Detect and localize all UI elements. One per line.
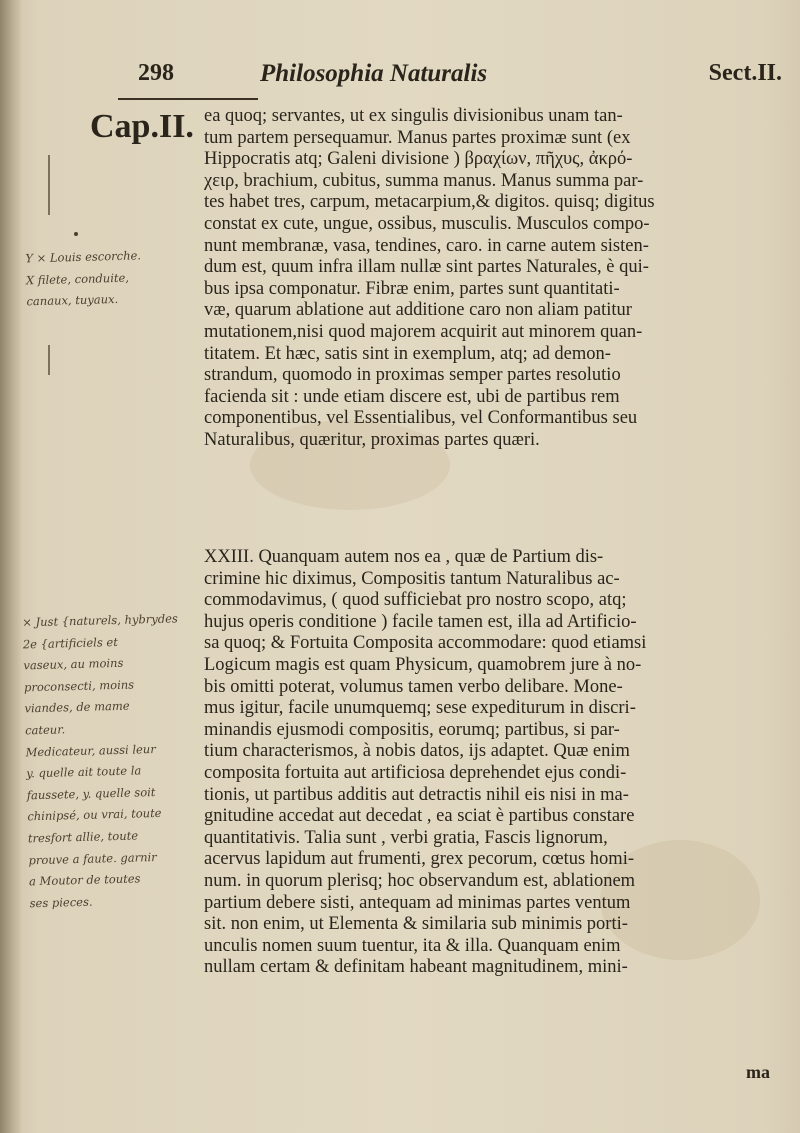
running-title: Philosophia Naturalis	[260, 60, 488, 87]
text-line: Logicum magis est quam Physicum, quamobrem jure à no-	[204, 654, 642, 675]
text-line: commodavimus, ( quod sufficiebat pro nostro scopo, atq;	[204, 590, 627, 611]
chapter-label: Cap.II.	[90, 108, 194, 145]
text-line: gnitudine accedat aut decedat , ea sciat è partibus constare	[204, 806, 635, 827]
catchword: ma	[746, 1062, 770, 1082]
header-rule	[118, 98, 258, 100]
text-line: quantitativis. Talia sunt , verbi gratia, Fascis lignorum,	[204, 827, 608, 848]
text-line: componentibus, vel Essentialibus, vel Conformantibus seu	[204, 408, 638, 429]
margin-note-line: a Moutor de toutes	[28, 871, 141, 889]
text-line: bis omitti poterat, volumus tamen verbo delibare. Mone-	[204, 676, 623, 697]
handwritten-margin-note	[25, 246, 207, 315]
text-line: Naturalibus, quæritur, proximas partes quæri.	[204, 429, 540, 450]
margin-note-line: ses pieces.	[29, 894, 93, 911]
page-header	[110, 60, 790, 100]
text-line: unculis nomen suum tuentur, ita & illa. Quanquam enim	[204, 935, 621, 956]
text-line: tium characterismos, à nobis datos, ijs adaptet. Quæ enim	[204, 741, 630, 762]
margin-note-line: X filete, conduite,	[25, 270, 130, 287]
text-line: Hippocratis atq; Galeni divisione ) βραχίων, πῆχυς, ἀκρό-	[204, 149, 633, 170]
text-line: mus igitur, facile unumquemq; sese expediturum in discri-	[204, 698, 636, 719]
text-line: dum est, quum infra illam nullæ sint partes Naturales, è qui-	[204, 257, 649, 278]
margin-mark	[48, 345, 50, 375]
margin-note-line: prouve a faute. garnir	[28, 849, 157, 867]
text-line: constat ex cute, ungue, ossibus, musculis. Musculos compo-	[204, 213, 650, 234]
text-line: partium debere sisti, antequam ad minimas partes ventum	[204, 892, 631, 913]
margin-note-line: tresfort allie, toute	[27, 828, 139, 846]
margin-note-line: y. quelle ait toute la	[26, 763, 142, 781]
text-line: titatem. Et hæc, satis sint in exemplum, atq; ad demon-	[204, 343, 611, 364]
handwritten-margin-note	[22, 610, 210, 917]
margin-note-line: vaseux, au moins	[23, 655, 124, 673]
margin-note-line: Medicateur, aussi leur	[25, 741, 156, 759]
text-line: tionis, ut partibus additis aut detractis nihil eis nisi in ma-	[204, 784, 629, 805]
paragraph-xxiii	[204, 547, 794, 979]
section-label: Sect.II.	[708, 60, 782, 86]
text-line: bus ipsa componatur. Fibræ enim, partes sunt quantitati-	[204, 278, 620, 299]
text-line: hujus operis conditione ) facile tamen est, illa ad Artificio-	[204, 611, 637, 632]
text-line: tes habet tres, carpum, metacarpium,& digitos. quisq; digitus	[204, 192, 655, 213]
text-line: væ, quarum ablatione aut additione caro non aliam patitur	[204, 300, 632, 321]
margin-note-line: 2e {artificiels et	[22, 634, 119, 651]
margin-note-line: chinipsé, ou vrai, toute	[27, 806, 162, 824]
text-line: crimine hic diximus, Compositis tantum Naturalibus ac-	[204, 568, 620, 589]
margin-note-line: Y × Louis escorche.	[25, 248, 142, 266]
margin-note-line: canaux, tuyaux.	[26, 292, 119, 309]
margin-note-line: × Just {naturels, hybrydes	[22, 611, 179, 630]
page-binding-shadow	[0, 0, 22, 1133]
text-line: minandis ejusmodi compositis, eorumq; partibus, si par-	[204, 719, 620, 740]
text-line: num. in quorum plerisq; hoc observandum est, ablationem	[204, 870, 636, 891]
margin-note-line: cateur.	[24, 722, 66, 738]
text-line: sa quoq; & Fortuita Composita accommodare: quod etiamsi	[204, 633, 647, 654]
margin-note-line: proconsecti, moins	[23, 677, 135, 695]
text-line: XXIII. Quanquam autem nos ea , quæ de Partium dis-	[204, 547, 604, 567]
text-line: strandum, quomodo in proximas semper partes resolutio	[204, 365, 621, 386]
text-line: nullam certam & definitam habeant magnitudinem, mini-	[204, 957, 628, 978]
margin-note-line: faussete, y. quelle soit	[26, 784, 156, 803]
page-number: 298	[138, 60, 174, 86]
margin-dot	[74, 232, 78, 236]
text-line: acervus lapidum aut frumenti, grex pecorum, cœtus homi-	[204, 849, 634, 870]
text-line: composita fortuita aut artificiosa deprehendet ejus condi-	[204, 762, 627, 783]
text-line: nunt membranæ, vasa, tendines, caro. in carne autem sisten-	[204, 235, 649, 256]
margin-mark	[48, 155, 50, 215]
text-line: sit. non enim, ut Elementa & similaria sub minimis porti-	[204, 914, 628, 935]
text-line: facienda sit : unde etiam discere est, ubi de partibus rem	[204, 386, 620, 407]
text-line: mutationem,nisi quod majorem acquirit aut minorem quan-	[204, 321, 643, 342]
text-line: ea quoq; servantes, ut ex singulis divisionibus unam tan-	[204, 106, 623, 126]
text-line: χειρ, brachium, cubitus, summa manus. Manus summa par-	[204, 170, 644, 191]
margin-note-line: viandes, de mame	[24, 699, 130, 716]
paragraph-body	[204, 106, 794, 452]
text-line: tum partem persequamur. Manus partes proximæ sunt (ex	[204, 127, 631, 148]
